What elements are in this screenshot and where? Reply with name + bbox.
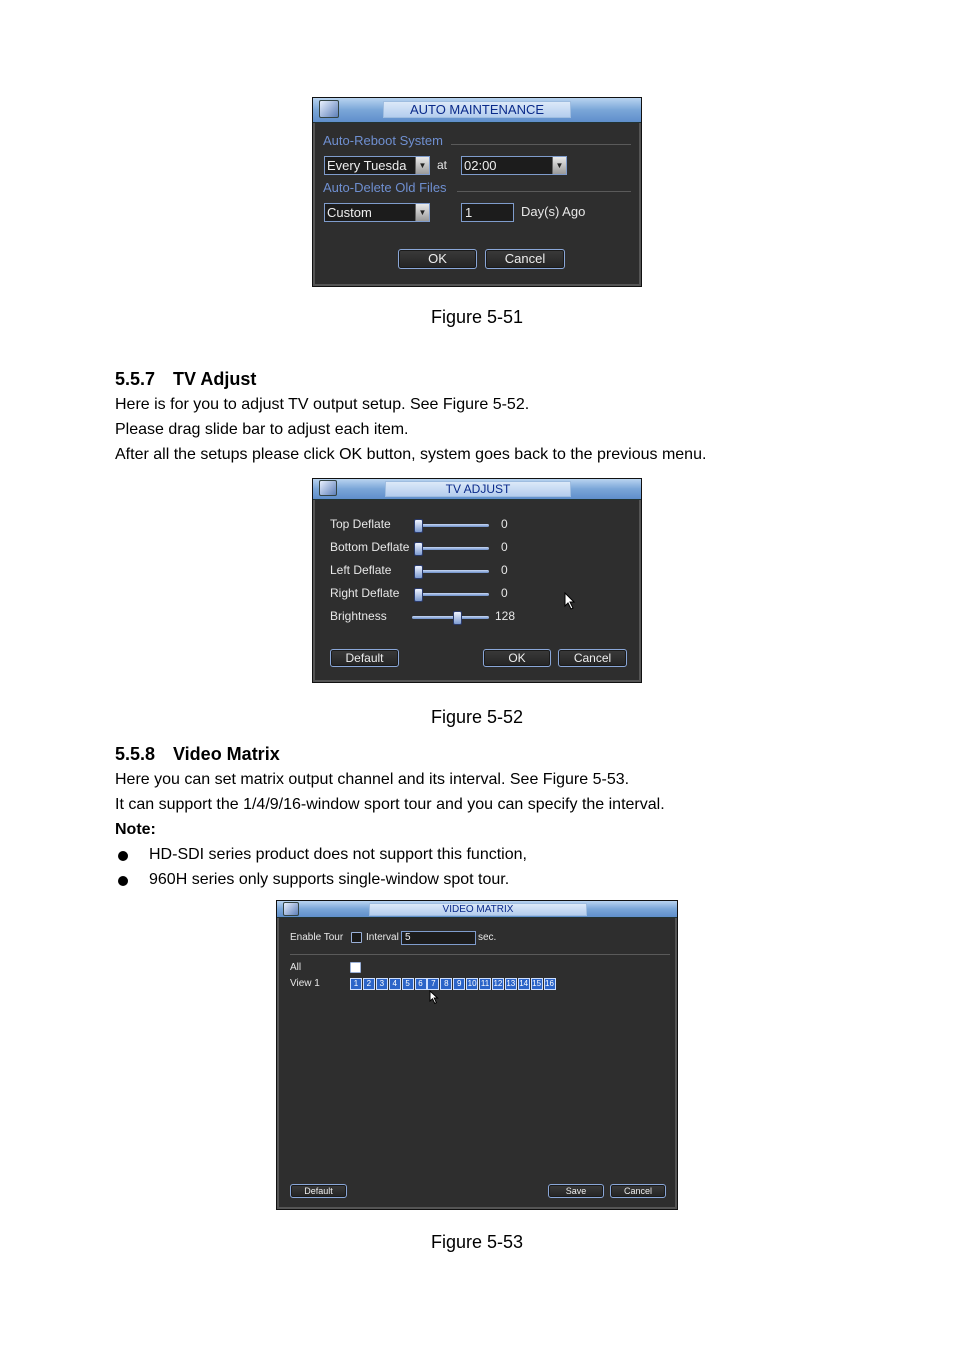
reboot-day-value: Every Tuesda: [327, 158, 407, 173]
bullet-icon: [118, 876, 128, 886]
section-divider: [457, 191, 631, 192]
channel-checkbox-12[interactable]: 12: [493, 979, 503, 988]
slider-track[interactable]: [414, 547, 489, 550]
ok-button[interactable]: OK: [483, 649, 551, 667]
channel-checkbox-16[interactable]: 16: [545, 979, 554, 988]
app-logo-icon: [319, 480, 337, 496]
channel-selector: [350, 978, 560, 990]
dialog-titlebar: [313, 98, 641, 123]
save-button[interactable]: Save: [548, 1184, 604, 1198]
cancel-button[interactable]: Cancel: [485, 249, 565, 269]
row-label: Right Deflate: [330, 586, 400, 600]
delete-mode-value: Custom: [327, 205, 372, 220]
at-label: at: [437, 158, 448, 172]
section-heading: [115, 369, 256, 390]
section-title: Video Matrix: [173, 744, 280, 764]
app-logo-icon: [283, 902, 299, 916]
all-checkbox[interactable]: [350, 962, 361, 973]
all-label: All: [290, 962, 302, 973]
view-label: View 1: [290, 978, 320, 989]
reboot-time-value: 02:00: [464, 158, 497, 173]
body-text: Here is for you to adjust TV output setup. See Figure 5-52.: [115, 396, 530, 413]
channel-checkbox-4[interactable]: 4: [389, 978, 401, 990]
bullet-text: 960H series only supports single-window spot tour.: [149, 871, 510, 888]
body-text: It can support the 1/4/9/16-window sport tour and you can specify the interval.: [115, 796, 665, 813]
row-value: 0: [501, 586, 508, 600]
channel-checkbox-7[interactable]: 7: [427, 978, 439, 990]
interval-label: Interval: [366, 932, 399, 943]
enable-tour-checkbox[interactable]: [351, 932, 362, 943]
reboot-day-select[interactable]: [324, 156, 430, 175]
channel-checkbox-10[interactable]: 10: [467, 979, 477, 988]
slider-track[interactable]: [412, 616, 489, 619]
row-label: Bottom Deflate: [330, 540, 410, 554]
delete-days-input[interactable]: 1: [461, 203, 514, 222]
section-divider: [451, 144, 631, 145]
default-button[interactable]: Default: [330, 649, 399, 667]
days-ago-label: Day(s) Ago: [521, 204, 586, 219]
body-text: After all the setups please click OK button, system goes back to the previous menu.: [115, 446, 707, 463]
mouse-pointer-icon: [564, 592, 576, 610]
delete-mode-select[interactable]: [324, 203, 430, 222]
channel-checkbox-14[interactable]: 14: [519, 979, 529, 988]
channel-checkbox-1[interactable]: 1: [350, 978, 362, 990]
slider-handle[interactable]: [453, 611, 462, 625]
dialog-title: VIDEO MATRIX: [369, 903, 587, 916]
row-value: 0: [501, 517, 508, 531]
slider-track[interactable]: [414, 593, 489, 596]
body-text: Here you can set matrix output channel and its interval. See Figure 5-53.: [115, 771, 630, 788]
channel-checkbox-11[interactable]: 11: [480, 979, 490, 988]
cancel-button[interactable]: Cancel: [610, 1184, 666, 1198]
channel-checkbox-8[interactable]: 8: [440, 978, 452, 990]
enable-tour-label: Enable Tour: [290, 932, 344, 943]
channel-checkbox-3[interactable]: 3: [376, 978, 388, 990]
auto-maintenance-dialog: [312, 97, 642, 287]
default-button[interactable]: Default: [290, 1184, 347, 1198]
channel-checkbox-9[interactable]: 9: [453, 978, 465, 990]
tv-adjust-dialog: [312, 478, 642, 683]
cancel-button[interactable]: Cancel: [558, 649, 627, 667]
section-title: TV Adjust: [173, 369, 257, 389]
chevron-down-icon[interactable]: ▼: [552, 157, 566, 174]
dialog-titlebar: [277, 901, 677, 918]
figure-caption: Figure 5-51: [430, 307, 524, 327]
note-label: Note:: [115, 821, 156, 838]
row-label: Brightness: [330, 609, 387, 623]
row-value: 0: [501, 563, 508, 577]
section-divider: [290, 954, 670, 955]
channel-checkbox-6[interactable]: 6: [415, 978, 427, 990]
row-value: 128: [495, 609, 516, 623]
slider-handle[interactable]: [414, 519, 423, 533]
section-number: 5.5.8: [115, 744, 156, 764]
interval-input[interactable]: 5: [401, 931, 476, 945]
channel-checkbox-2[interactable]: 2: [363, 978, 375, 990]
app-logo-icon: [319, 100, 339, 118]
reboot-time-select[interactable]: [461, 156, 567, 175]
chevron-down-icon[interactable]: ▼: [415, 204, 429, 221]
channel-checkbox-13[interactable]: 13: [506, 979, 516, 988]
section-number: 5.5.7: [115, 369, 156, 389]
channel-checkbox-5[interactable]: 5: [402, 978, 414, 990]
bullet-text: HD-SDI series product does not support this function,: [149, 846, 527, 863]
auto-reboot-section-label: Auto-Reboot System: [323, 133, 443, 148]
slider-handle[interactable]: [414, 588, 423, 602]
slider-track[interactable]: [414, 524, 489, 527]
figure-caption: Figure 5-53: [430, 1232, 524, 1252]
row-label: Top Deflate: [330, 517, 391, 531]
slider-handle[interactable]: [414, 542, 423, 556]
dialog-titlebar: [313, 479, 641, 500]
video-matrix-dialog: [276, 900, 678, 1210]
body-text: Please drag slide bar to adjust each item.: [115, 421, 409, 438]
channel-checkbox-15[interactable]: 15: [532, 979, 542, 988]
ok-button[interactable]: OK: [398, 249, 477, 269]
dialog-title: TV ADJUST: [385, 481, 571, 497]
chevron-down-icon[interactable]: ▼: [415, 157, 429, 174]
auto-delete-section-label: Auto-Delete Old Files: [323, 180, 447, 195]
dialog-title: AUTO MAINTENANCE: [383, 101, 571, 118]
row-label: Left Deflate: [330, 563, 392, 577]
sec-label: sec.: [478, 932, 497, 943]
slider-track[interactable]: [414, 570, 489, 573]
mouse-pointer-icon: [429, 990, 439, 1005]
row-value: 0: [501, 540, 508, 554]
figure-caption: Figure 5-52: [430, 707, 524, 727]
slider-handle[interactable]: [414, 565, 423, 579]
bullet-icon: [118, 851, 128, 861]
section-heading: [115, 744, 280, 765]
